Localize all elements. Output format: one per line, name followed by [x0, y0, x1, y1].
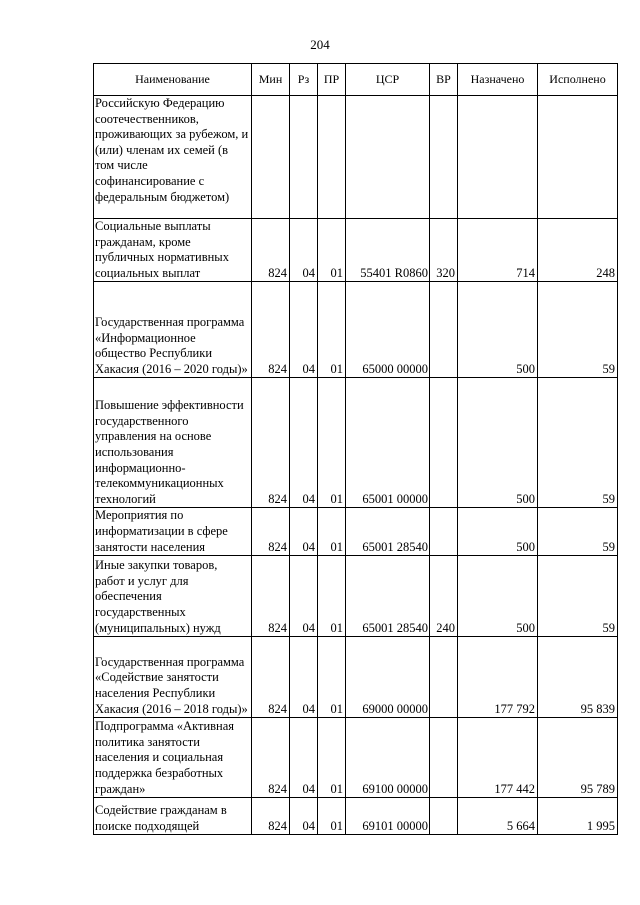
header-min: Мин: [252, 64, 290, 96]
row-pr: 01: [318, 637, 346, 718]
row-assigned: 500: [458, 378, 538, 508]
row-name: Социальные выплаты гражданам, кроме публичных нормативных социальных выплат: [94, 219, 252, 282]
row-assigned: 177 442: [458, 718, 538, 798]
row-csr: 69101 00000: [346, 798, 430, 835]
row-csr: 55401 R0860: [346, 219, 430, 282]
row-rz: 04: [290, 219, 318, 282]
row-min: 824: [252, 219, 290, 282]
row-rz: 04: [290, 508, 318, 556]
row-assigned: [458, 96, 538, 219]
table-row: [94, 378, 618, 508]
row-rz: 04: [290, 556, 318, 637]
row-rz: 04: [290, 718, 318, 798]
row-pr: [318, 96, 346, 219]
row-csr: [346, 96, 430, 219]
row-pr: 01: [318, 556, 346, 637]
row-min: 824: [252, 637, 290, 718]
row-min: 824: [252, 798, 290, 835]
row-min: 824: [252, 378, 290, 508]
row-executed: 59: [538, 556, 618, 637]
table-row: [94, 556, 618, 637]
row-min: [252, 96, 290, 219]
row-assigned: 500: [458, 508, 538, 556]
row-vr: 240: [430, 556, 458, 637]
row-rz: 04: [290, 378, 318, 508]
row-min: 824: [252, 282, 290, 378]
row-pr: 01: [318, 508, 346, 556]
row-name: Иные закупки товаров, работ и услуг для обеспечения государственных (муниципальных) нужд: [94, 556, 252, 637]
row-rz: 04: [290, 798, 318, 835]
table-row: [94, 508, 618, 556]
row-csr: 65000 00000: [346, 282, 430, 378]
table-row: [94, 637, 618, 718]
row-name: Государственная программа «Содействие занятости населения Республики Хакасия (2016 – 2018 годы)»: [94, 637, 252, 718]
row-csr: 69000 00000: [346, 637, 430, 718]
header-assigned: Назначено: [458, 64, 538, 96]
row-rz: [290, 96, 318, 219]
row-pr: 01: [318, 378, 346, 508]
page-number: 204: [310, 37, 330, 52]
row-rz: 04: [290, 637, 318, 718]
table-row: [94, 219, 618, 282]
row-name: Государственная программа «Информационное общество Республики Хакасия (2016 – 2020 годы)»: [94, 282, 252, 378]
row-vr: [430, 508, 458, 556]
row-executed: 59: [538, 378, 618, 508]
row-vr: [430, 718, 458, 798]
row-csr: 65001 00000: [346, 378, 430, 508]
row-rz: 04: [290, 282, 318, 378]
row-pr: 01: [318, 798, 346, 835]
table-row: [94, 798, 618, 835]
row-vr: [430, 637, 458, 718]
row-executed: 95 839: [538, 637, 618, 718]
table-row: [94, 718, 618, 798]
row-min: 824: [252, 718, 290, 798]
header-executed: Исполнено: [538, 64, 618, 96]
row-csr: 69100 00000: [346, 718, 430, 798]
header-rz: Рз: [290, 64, 318, 96]
row-executed: 59: [538, 282, 618, 378]
row-assigned: 177 792: [458, 637, 538, 718]
row-name: Содействие гражданам в поиске подходящей: [94, 798, 252, 835]
row-name: Российскую Федерацию соотечественников, проживающих за рубежом, и (или) членам их семей (в том числе софинансирование с федеральным бюджетом): [94, 96, 252, 219]
row-executed: 1 995: [538, 798, 618, 835]
row-assigned: 714: [458, 219, 538, 282]
row-executed: 59: [538, 508, 618, 556]
row-executed: 248: [538, 219, 618, 282]
row-pr: 01: [318, 282, 346, 378]
row-name: Повышение эффективности государственного управления на основе использования информационно-телекоммуникационных технологий: [94, 378, 252, 508]
header-pr: ПР: [318, 64, 346, 96]
row-vr: [430, 378, 458, 508]
header-name: Наименование: [94, 64, 252, 96]
row-vr: [430, 798, 458, 835]
header-csr: ЦСР: [346, 64, 430, 96]
row-executed: 95 789: [538, 718, 618, 798]
row-vr: 320: [430, 219, 458, 282]
table-row: [94, 282, 618, 378]
row-name: Мероприятия по информатизации в сфере занятости населения: [94, 508, 252, 556]
table-header-row: [94, 64, 618, 96]
row-vr: [430, 282, 458, 378]
row-csr: 65001 28540: [346, 508, 430, 556]
table-row: [94, 96, 618, 219]
row-assigned: 5 664: [458, 798, 538, 835]
row-executed: [538, 96, 618, 219]
row-pr: 01: [318, 219, 346, 282]
row-min: 824: [252, 556, 290, 637]
row-assigned: 500: [458, 556, 538, 637]
row-min: 824: [252, 508, 290, 556]
row-vr: [430, 96, 458, 219]
header-vr: ВР: [430, 64, 458, 96]
row-name: Подпрограмма «Активная политика занятости населения и социальная поддержка безработных граждан»: [94, 718, 252, 798]
row-csr: 65001 28540: [346, 556, 430, 637]
row-assigned: 500: [458, 282, 538, 378]
budget-table: [93, 63, 618, 835]
row-pr: 01: [318, 718, 346, 798]
